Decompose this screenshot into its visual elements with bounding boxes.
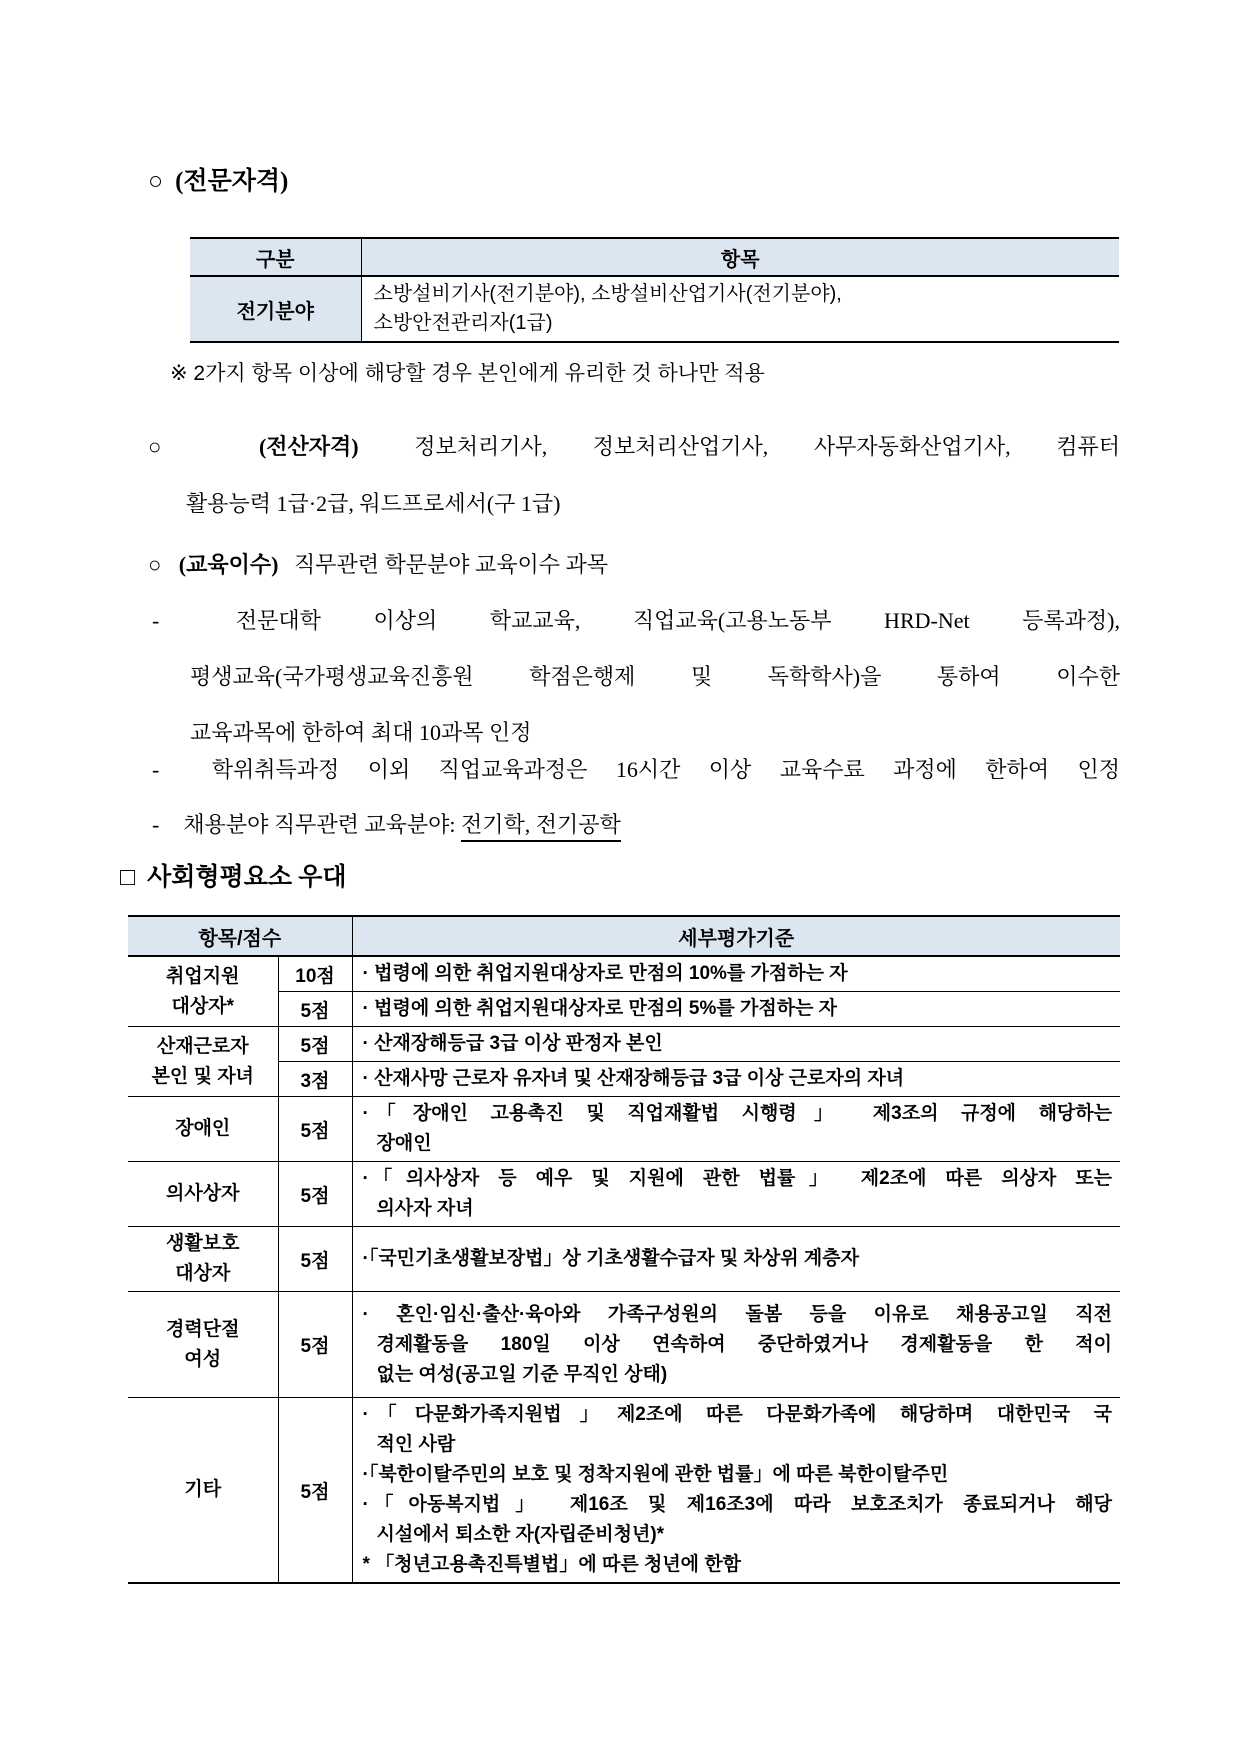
criteria-cell <box>352 1097 1120 1162</box>
items-line-2: 소방안전관리자(1급) <box>373 312 553 334</box>
section-title: (전문자격) <box>175 168 289 195</box>
category-line-1: 생활보호 <box>166 1233 240 1254</box>
category-line-2: 본인 및 자녀 <box>151 1065 254 1087</box>
category-cell-career-interrupted <box>128 1292 278 1398</box>
table-row-employment-support-10 <box>128 956 1120 992</box>
category-cell-employment-support <box>128 956 278 1027</box>
column-header-item-score: 항목/점수 <box>128 916 352 956</box>
dash-marker: - <box>152 608 160 633</box>
score-cell: 5점 <box>278 992 352 1027</box>
professional-qualification-table <box>190 237 1119 343</box>
education-item1-line1 <box>152 604 1120 638</box>
category-cell-industrial-accident <box>128 1027 278 1097</box>
education-item1-line3: 교육과목에 한하여 최대 10과목 인정 <box>190 720 532 745</box>
criteria-line: ·「북한이탈주민의 보호 및 정착지원에 관한 법률」에 따른 북한이탈주민 <box>362 1464 949 1485</box>
items-line-1: 소방설비기사(전기분야), 소방설비산업기사(전기분야), <box>373 283 842 305</box>
score-cell: 5점 <box>278 1227 352 1292</box>
criteria-cell <box>352 956 1120 992</box>
dash-marker: - <box>152 757 160 782</box>
category-line-1: 취업지원 <box>166 965 240 987</box>
score-cell: 10점 <box>278 956 352 992</box>
score-cell: 5점 <box>278 1097 352 1162</box>
table-row-industrial-accident-self <box>128 1027 1120 1062</box>
table-header-row <box>128 916 1120 956</box>
category-cell-livelihood <box>128 1227 278 1292</box>
dash-marker: - <box>152 812 160 837</box>
criteria-footnote: * 「청년고용촉진특별법」에 따른 청년에 한함 <box>362 1554 742 1575</box>
computer-qualifications-line2: 활용능력 1급·2급, 워드프로세서(구 1급) <box>186 491 561 516</box>
education-item3-underlined-fields: 전기학, 전기공학 <box>461 812 621 842</box>
criteria-line: · 혼인·임신·출산·육아와 가족구성원의 돌봄 등을 이유로 채용공고일 직전 <box>362 1303 1112 1325</box>
items-cell <box>361 276 1119 342</box>
criteria-cell <box>352 1162 1120 1227</box>
criteria-line-continued: 적인 사람 <box>376 1434 456 1455</box>
table-row <box>190 276 1119 342</box>
table-row-career-interrupted-women <box>128 1292 1120 1398</box>
column-header-type: 구분 <box>190 238 361 276</box>
table-row-disabled <box>128 1097 1120 1162</box>
circle-marker: ○ <box>148 552 162 577</box>
education-item2-text: 학위취득과정 이외 직업교육과정은 16시간 이상 교육수료 과정에 한하여 인정 <box>211 757 1120 782</box>
category-cell-disabled: 장애인 <box>128 1097 278 1162</box>
category-line-1: 경력단절 <box>166 1318 240 1340</box>
criteria-cell <box>352 1227 1120 1292</box>
criteria-line: · 법령에 의한 취업지원대상자로 만점의 10%를 가점하는 자 <box>362 963 848 984</box>
criteria-line-continued: 경제활동을 180일 이상 연속하여 중단하였거나 경제활동을 한 적이 <box>376 1333 1112 1355</box>
criteria-cell <box>352 1292 1120 1398</box>
section-computer-line1 <box>148 430 1120 464</box>
table-row-livelihood-protection <box>128 1227 1120 1292</box>
social-equity-table <box>128 915 1120 1584</box>
criteria-line: · 산재장해등급 3급 이상 판정자 본인 <box>362 1033 663 1054</box>
category-line-1: 산재근로자 <box>156 1035 249 1057</box>
section-education-heading <box>148 548 608 582</box>
criteria-line: · 산재사망 근로자 유자녀 및 산재장해등급 3급 이상 근로자의 자녀 <box>362 1068 905 1089</box>
computer-qualifications-line1: 정보처리기사, 정보처리산업기사, 사무자동화산업기사, 컴퓨터 <box>414 434 1120 459</box>
education-item1-line2: 평생교육(국가평생교육진흥원 학점은행제 및 독학학사)을 통하여 이수한 <box>190 664 1120 689</box>
score-cell: 5점 <box>278 1162 352 1227</box>
category-line-2: 여성 <box>184 1348 222 1370</box>
square-marker: □ <box>120 864 136 891</box>
column-header-criteria: 세부평가기준 <box>352 916 1120 956</box>
circle-marker: ○ <box>148 168 164 195</box>
score-cell: 3점 <box>278 1062 352 1097</box>
criteria-line-continued: 없는 여성(공고일 기준 무직인 상태) <box>376 1363 668 1385</box>
criteria-line: ·「국민기초생활보장법」상 기초생활수급자 및 차상위 계층자 <box>362 1248 859 1269</box>
note-single-application: ※ 2가지 항목 이상에 해당할 경우 본인에게 유리한 것 하나만 적용 <box>170 362 765 385</box>
criteria-line: ·「장애인 고용촉진 및 직업재활법 시행령」 제3조의 규정에 해당하는 <box>362 1103 1112 1124</box>
criteria-line: · 법령에 의한 취업지원대상자로 만점의 5%를 가점하는 자 <box>362 998 838 1019</box>
circle-marker: ○ <box>148 434 202 459</box>
education-item3 <box>152 808 621 842</box>
criteria-line-continued: 의사자 자녀 <box>376 1198 474 1219</box>
criteria-line: ·「아동복지법」 제16조 및 제16조3에 따라 보호조치가 종료되거나 해당 <box>362 1494 1112 1515</box>
score-cell: 5점 <box>278 1398 352 1584</box>
category-cell-other: 기타 <box>128 1398 278 1584</box>
score-cell: 5점 <box>278 1292 352 1398</box>
table-row-righteous-person <box>128 1162 1120 1227</box>
score-cell: 5점 <box>278 1027 352 1062</box>
education-subtitle: 직무관련 학문분야 교육이수 과목 <box>293 552 608 577</box>
category-cell: 전기분야 <box>190 276 361 342</box>
section-heading-professional <box>148 164 288 200</box>
category-cell-righteous: 의사상자 <box>128 1162 278 1227</box>
category-line-2: 대상자* <box>171 995 234 1017</box>
criteria-cell <box>352 992 1120 1027</box>
column-header-item: 항목 <box>361 238 1119 276</box>
education-item2 <box>152 753 1120 787</box>
section-title: 사회형평요소 우대 <box>147 864 347 891</box>
criteria-cell <box>352 1027 1120 1062</box>
table-row-other <box>128 1398 1120 1584</box>
table-header-row <box>190 238 1119 276</box>
education-item1-text1: 전문대학 이상의 학교교육, 직업교육(고용노동부 HRD-Net 등록과정), <box>235 608 1120 633</box>
criteria-cell <box>352 1398 1120 1584</box>
criteria-line: ·「다문화가족지원법」제2조에 따른 다문화가족에 해당하며 대한민국 국 <box>362 1404 1112 1425</box>
category-line-2: 대상자 <box>175 1263 231 1284</box>
criteria-cell <box>352 1062 1120 1097</box>
criteria-line-continued: 장애인 <box>376 1133 432 1154</box>
education-item3-prefix: 채용분야 직무관련 교육분야: <box>183 812 461 837</box>
criteria-line-continued: 시설에서 퇴소한 자(자립준비청년)* <box>376 1524 665 1545</box>
section-title: (전산자격) <box>258 434 359 459</box>
section-title: (교육이수) <box>178 552 279 577</box>
criteria-line: ·「의사상자 등 예우 및 지원에 관한 법률」 제2조에 따른 의상자 또는 <box>362 1168 1112 1189</box>
section-heading-social-equity <box>120 860 347 896</box>
